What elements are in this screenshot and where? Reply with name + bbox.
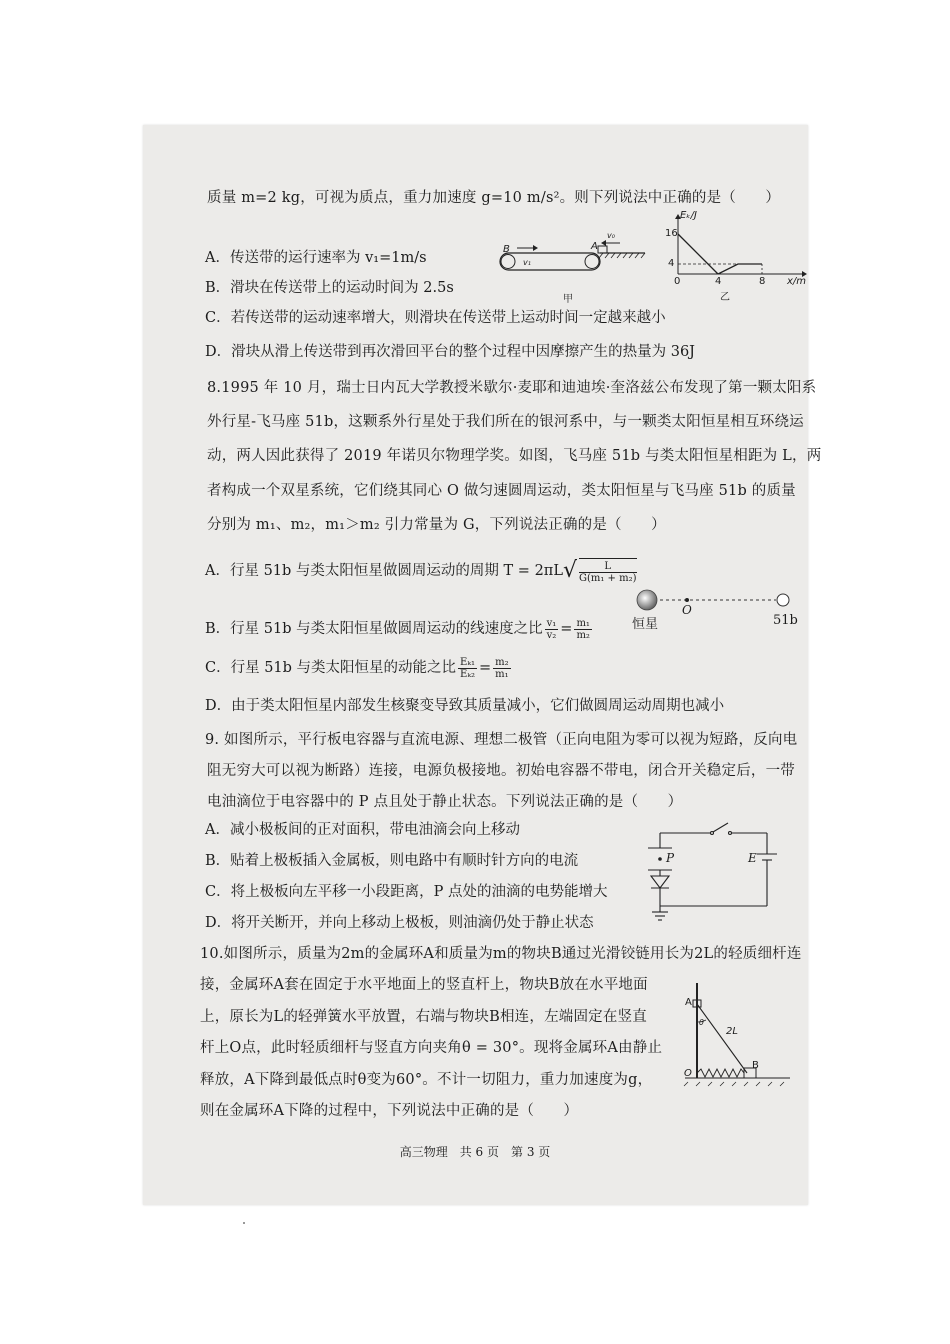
- q8-line-1: 8.1995 年 10 月，瑞士日内瓦大学教授米歇尔·麦耶和迪迪埃·奎洛兹公布发现了第一颗太阳系: [207, 380, 817, 396]
- q10-line-6: 则在金属环A下降的过程中，下列说法中正确的是（ ）: [200, 1103, 579, 1119]
- ratio-ek1: Eₖ₁: [460, 656, 476, 668]
- label-block-b: B: [752, 1060, 759, 1071]
- sqrt-sign: √: [562, 558, 577, 583]
- q8-option-c-text: C．行星 51b 与类太阳恒星的动能之比: [205, 660, 457, 676]
- binary-star-figure: [630, 588, 800, 633]
- q9-line-3: 电油滴位于电容器中的 P 点且处于静止状态。下列说法正确的是（ ）: [207, 794, 683, 810]
- q10-line-4: 杆上O点，此时轻质细杆与竖直方向夹角θ = 30°。现将金属环A由静止: [200, 1040, 663, 1056]
- q9-option-a: A．减小极板间的正对面积，带电油滴会向上移动: [205, 822, 520, 838]
- q8-line-4: 者构成一个双星系统，它们绕其同心 O 做匀速圆周运动，类太阳恒星与飞马座 51b 的质量: [207, 483, 796, 499]
- sqrt-denominator: G(m₁ + m₂): [578, 573, 637, 584]
- scan-speck: [243, 1222, 245, 1224]
- binary-star-diagram: [630, 588, 800, 613]
- q8-option-b: B．行星 51b 与类太阳恒星做圆周运动的线速度之比 $\frac{\text{v₁}}{\text{v₂}}$ = $\frac{\text{m₁}}{\text{m₂}}$: [205, 617, 590, 641]
- tick-16: 16: [665, 228, 678, 239]
- q9-option-c: C．将上极板向左平移一小段距离，P 点处的油滴的电势能增大: [205, 884, 608, 900]
- tick-0: 0: [674, 276, 681, 287]
- q9-option-d: D．将开关断开，并向上移动上极板，则油滴仍处于静止状态: [205, 915, 594, 931]
- tick-4-x: 4: [715, 276, 722, 287]
- label-ring-a: A: [685, 997, 692, 1008]
- q8-option-d: D．由于类太阳恒星内部发生核聚变导致其质量减小，它们做圆周运动周期也减小: [205, 698, 725, 714]
- q10-line-2: 接，金属环A套在固定于水平地面上的竖直杆上，物块B放在水平地面: [200, 977, 648, 993]
- ratio-c-m2: m₂: [495, 656, 509, 668]
- ratio-v1: v₁: [546, 617, 557, 629]
- ratio-v2: v₂: [546, 629, 557, 641]
- label-v1: v₁: [523, 258, 531, 267]
- label-star: 恒星: [632, 617, 659, 632]
- tick-4-y: 4: [668, 258, 675, 269]
- caption-yi: 乙: [720, 292, 730, 303]
- xlabel: x/m: [787, 276, 807, 287]
- q8-option-a-text: A．行星 51b 与类太阳恒星做圆周运动的周期 T = 2πL: [205, 563, 563, 579]
- q9-option-b: B．贴着上极板插入金属板，则电路中有顺时针方向的电流: [205, 853, 579, 869]
- q9-line-1: 9. 如图所示，平行板电容器与直流电源、理想二极管（正向电阻为零可以视为短路，反向电: [205, 732, 798, 748]
- circuit-figure: [640, 818, 790, 928]
- caption-jia: 甲: [563, 294, 573, 305]
- sqrt-numerator: L: [579, 561, 637, 573]
- q8-line-5: 分别为 m₁、m₂，m₁＞m₂ 引力常量为 G，下列说法正确的是（ ）: [207, 517, 666, 533]
- label-theta: θ: [699, 1018, 704, 1027]
- conveyor-diagram: [495, 240, 675, 305]
- q7-option-b: B．滑块在传送带上的运动时间为 2.5s: [205, 280, 454, 296]
- label-v0: v₀: [607, 231, 615, 240]
- label-p: P: [666, 851, 675, 865]
- q10-line-5: 释放，A下降到最低点时θ变为60°。不计一切阻力，重力加速度为g，: [200, 1072, 653, 1088]
- q8-line-3: 动，两人因此获得了 2019 年诺贝尔物理学奖。如图，飞马座 51b 与类太阳恒星相距为 L，两: [207, 448, 822, 464]
- q10-line-3: 上，原长为L的轻弹簧水平放置，右端与物块B相连，左端固定在竖直: [200, 1009, 647, 1025]
- label-a: A: [591, 241, 598, 252]
- q7-option-c: C．若传送带的运动速率增大，则滑块在传送带上运动时间一定越来越小: [205, 310, 666, 326]
- q10-line-1: 10.如图所示，质量为2m的金属环A和质量为m的物块B通过光滑铰链用长为2L的轻质细杆连: [200, 946, 802, 962]
- q7-option-d: D．滑块从滑上传送带到再次滑回平台的整个过程中因摩擦产生的热量为 36J: [205, 344, 695, 360]
- label-e: E: [748, 851, 757, 865]
- q7-option-a: A．传送带的运行速率为 v₁=1m/s: [205, 250, 427, 266]
- q8-line-2: 外行星-飞马座 51b，这颗系外行星处于我们所在的银河系中，与一颗类太阳恒星相互环绕运: [207, 414, 804, 430]
- label-o: O: [682, 603, 692, 617]
- label-b: B: [503, 244, 510, 255]
- q8-option-c: C．行星 51b 与类太阳恒星的动能之比 $\frac{\text{Eₖ₁}}{\text{Eₖ₂}}$ = $\frac{\text{m₂}}{\text{m₁}}$: [205, 656, 509, 680]
- ek-x-plot: [660, 212, 810, 302]
- q8-option-b-text: B．行星 51b 与类太阳恒星做圆周运动的线速度之比: [205, 621, 543, 637]
- ratio-c-m1: m₁: [495, 668, 509, 680]
- ratio-ek2: Eₖ₂: [460, 668, 476, 680]
- rod-spring-figure: [680, 978, 795, 1088]
- label-o: O: [684, 1068, 692, 1079]
- ratio-m2: m₂: [576, 629, 590, 641]
- q8-option-a: [205, 558, 639, 584]
- q9-line-2: 阻无穷大可以视为断路）连接，电源负极接地。初始电容器不带电，闭合开关稳定后，一带: [207, 763, 795, 779]
- tick-8: 8: [759, 276, 766, 287]
- label-51b: 51b: [773, 613, 798, 628]
- ylabel: Eₖ/J: [680, 210, 697, 221]
- page-footer: 高三物理 共 6 页 第 3 页: [399, 1145, 551, 1159]
- circuit-diagram: [640, 818, 790, 928]
- label-2l: 2L: [726, 1026, 738, 1037]
- q7-stem: 质量 m=2 kg，可视为质点，重力加速度 g=10 m/s²。则下列说法中正确的是（ ）: [207, 190, 781, 206]
- ek-x-graph: [660, 212, 810, 302]
- ratio-m1: m₁: [576, 617, 590, 629]
